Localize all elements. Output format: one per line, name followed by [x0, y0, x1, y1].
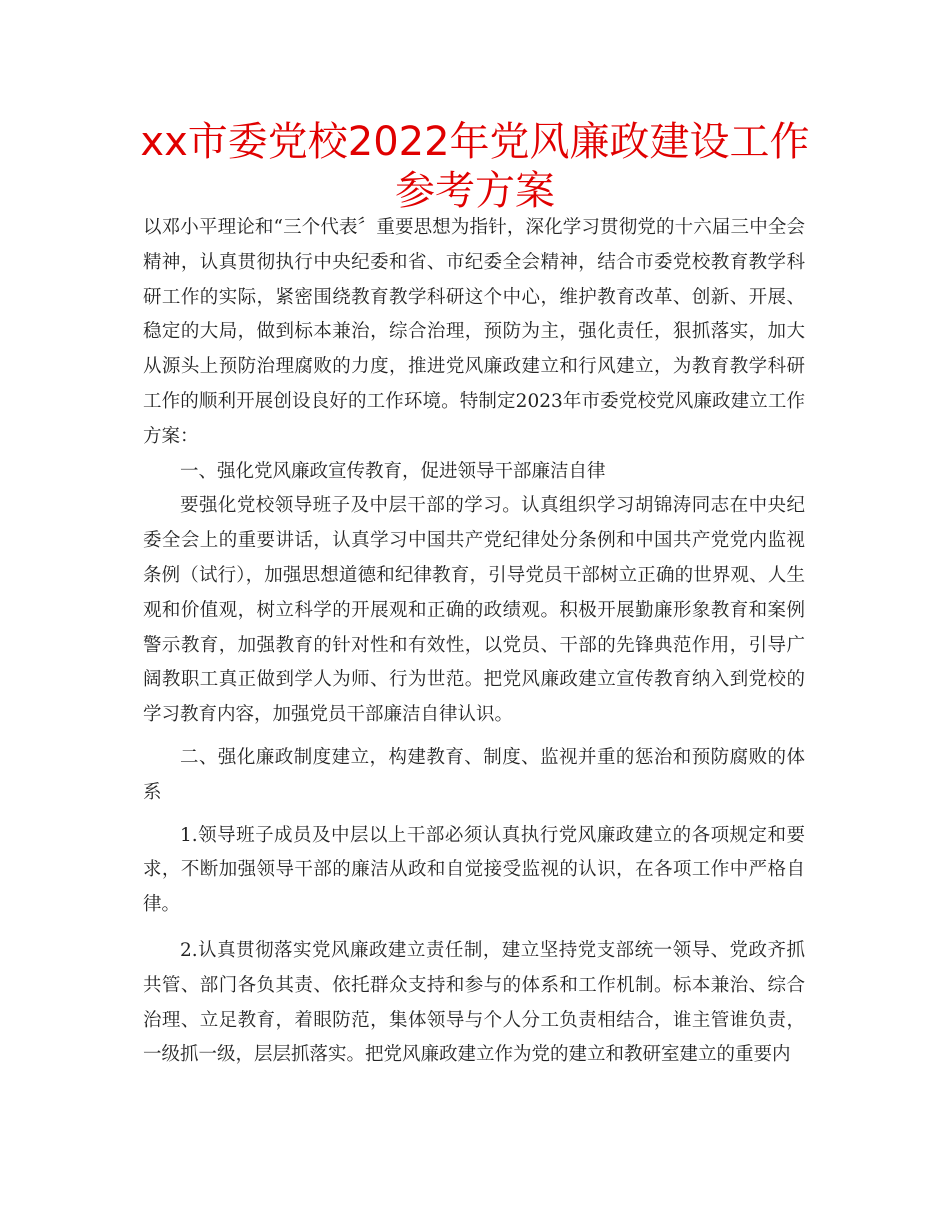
document-title: xx市委党校2022年党风廉政建设工作参考方案 [140, 119, 810, 214]
section-heading-1: 一、强化党风廉政宣传教育，促进领导干部廉洁自律 [180, 460, 606, 482]
section-2-item-1: 1.领导班子成员及中层以上干部必须认真执行党风廉政建立的各项规定和要求，不断加强领导干部的廉洁从政和自觉接受监视的认识，在各项工作中严格自律。 [143, 824, 805, 916]
section-heading-2: 二、强化廉政制度建立，构建教育、制度、监视并重的惩治和预防腐败的体系 [143, 746, 805, 803]
section-2-item-2: 2.认真贯彻落实党风廉政建立责任制，建立坚持党支部统一领导、党政齐抓共管、部门各负其责、依托群众支持和参与的体系和工作机制。标本兼治、综合治理、立足教育，着眼防范，集体领导与个人分工负责相结合，谁主管谁负责，一级抓一级，层层抓落实。把党风廉政建立作为党的建立和教研室建立的重要内 [143, 939, 805, 1066]
section-1-paragraph: 要强化党校领导班子及中层干部的学习。认真组织学习胡锦涛同志在中央纪委全会上的重要讲话，认真学习中国共产党纪律处分条例和中国共产党党内监视条例（试行），加强思想道德和纪律教育，引导党员干部树立正确的世界观、人生观和价值观，树立科学的开展观和正确的政绩观。积极开展勤廉形象教育和案例警示教育，加强教育的针对性和有效性，以党员、干部的先锋典范作用，引导广阔教职工真正做到学人为师、行为世范。把党风廉政建立宣传教育纳入到党校的学习教育内容，加强党员干部廉洁自律认识。 [143, 495, 805, 726]
document-body [143, 211, 805, 1073]
intro-paragraph: 以邓小平理论和“三个代表〞重要思想为指针，深化学习贯彻党的十六届三中全会精神，认真贯彻执行中央纪委和省、市纪委全会精神，结合市委党校教育教学科研工作的实际，紧密围绕教育教学科研这个中心，维护教育改革、创新、开展、稳定的大局，做到标本兼治，综合治理，预防为主，强化责任，狠抓落实，加大从源头上预防治理腐败的力度，推进党风廉政建立和行风建立，为教育教学科研工作的顺利开展创设良好的工作环境。特制定2023年市委党校党风廉政建立工作方案： [143, 217, 805, 447]
